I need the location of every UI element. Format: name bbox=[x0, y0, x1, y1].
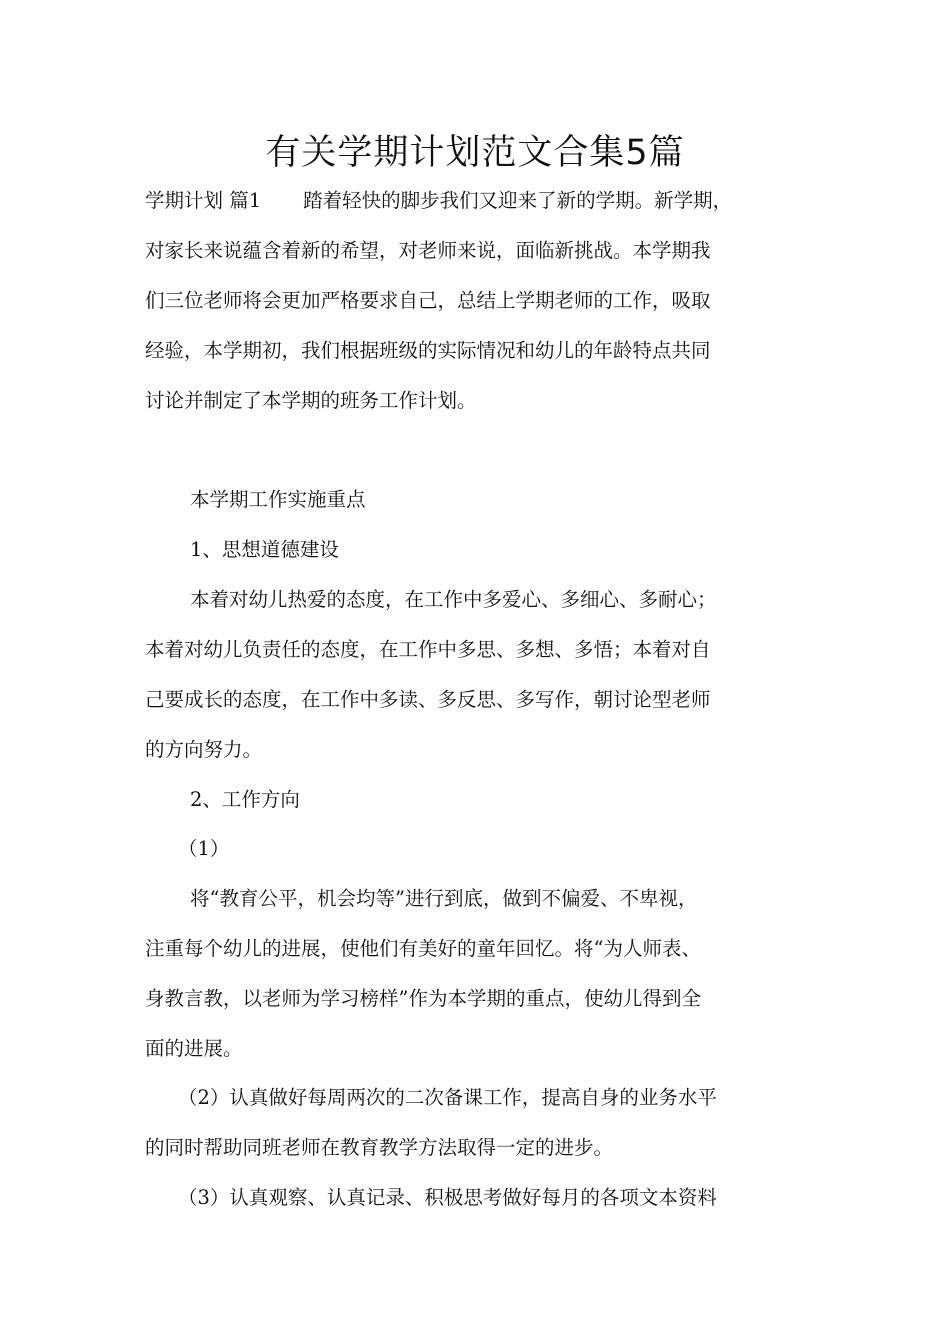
line-text: 踏着轻快的脚步我们又迎来了新的学期。新学期， bbox=[303, 189, 733, 212]
paragraph-line: 己要成长的态度，在工作中多读、多反思、多写作，朝讨论型老师 bbox=[145, 688, 711, 711]
paragraph-line: 本着对幼儿负责任的态度，在工作中多思、多想、多悟；本着对自 bbox=[145, 638, 711, 661]
section-heading: 本学期工作实施重点 bbox=[190, 488, 366, 511]
subsection-heading: 2、工作方向 bbox=[190, 788, 300, 811]
paragraph-line: 身教言教，以老师为学习榜样”作为本学期的重点，使幼儿得到全 bbox=[145, 987, 701, 1010]
paragraph-line: 的同时帮助同班老师在教育教学方法取得一定的进步。 bbox=[145, 1136, 614, 1159]
subsection-heading: 1、思想道德建设 bbox=[190, 538, 339, 561]
paragraph-line: 本着对幼儿热爱的态度，在工作中多爱心、多细心、多耐心； bbox=[190, 588, 717, 611]
document-title: 有关学期计划范文合集5篇 bbox=[265, 133, 685, 173]
paragraph-line: 将“教育公平，机会均等”进行到底，做到不偏爱、不卑视， bbox=[190, 887, 698, 910]
paragraph-line: 讨论并制定了本学期的班务工作计划。 bbox=[145, 389, 477, 412]
paragraph-line: 的方向努力。 bbox=[145, 738, 263, 761]
paragraph-line: 面的进展。 bbox=[145, 1037, 243, 1060]
paragraph-line: 们三位老师将会更加严格要求自己，总结上学期老师的工作，吸取 bbox=[145, 289, 711, 312]
paragraph-line: （2）认真做好每周两次的二次备课工作，提高自身的业务水平 bbox=[178, 1086, 717, 1109]
paragraph-line: （3）认真观察、认真记录、积极思考做好每月的各项文本资料 bbox=[178, 1186, 717, 1209]
paragraph-line: 经验，本学期初，我们根据班级的实际情况和幼儿的年龄特点共同 bbox=[145, 339, 711, 362]
list-marker: （1） bbox=[178, 837, 230, 860]
section-label: 学期计划 篇1 bbox=[145, 189, 262, 212]
paragraph-line: 对家长来说蕴含着新的希望，对老师来说，面临新挑战。本学期我 bbox=[145, 239, 711, 262]
paragraph-line bbox=[145, 186, 732, 216]
paragraph-line: 注重每个幼儿的进展，使他们有美好的童年回忆。将“为人师表、 bbox=[145, 937, 701, 960]
